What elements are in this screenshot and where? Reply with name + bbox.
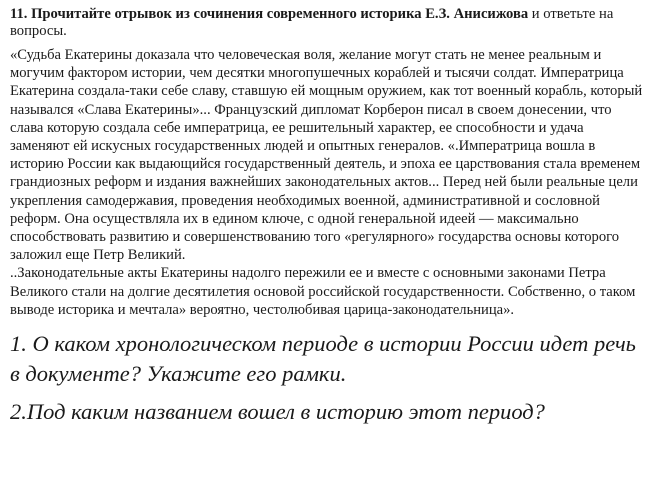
- question-2: 2.Под каким названием вошел в историю этот период?: [10, 399, 545, 425]
- task-heading-tail: и ответьте на вопросы.: [10, 6, 614, 39]
- task-heading-bold: 11. Прочитайте отрывок из сочинения современного историка Е.З. Анисижова: [10, 6, 529, 22]
- question-1: 1. О каком хронологическом периоде в истории России идет речь в документе? Укажите его рамки.: [10, 331, 636, 387]
- excerpt-paragraph-1: «Судьба Екатерины доказала что человеческая воля, желание могут стать не менее реальным и могучим фактором истории, чем десятки многопушечных кораблей и тысячи солдат. Императрица Екатерина создала-таки себе славу, ставшую ей мощным оружием, как тот военный корабль, который назывался «Слава Екатерины»... Французский дипломат Корберон писал в своем донесении, что слава которую создала себе императрица, ее решительный характер, ее способности и удача заменяют ей искусных государственных людей и опытных генералов. «.Императрица вошла в историю России как выдающийся государственный деятель, и эпоха ее царствования стала временем грандиозных реформ и издания важнейших законодательных актов... Перед ней были реальные цели укрепления самодержавия, проведения необходимых военной, административной и сословной реформ. Она осуществляла их в едином ключе, с одной генеральной идеей — максимально способствовать развитию и совершенствованию того «регулярного» государства основы которого заложил еще Петр Великий.: [10, 47, 643, 264]
- excerpt-paragraph-2: ..Законодательные акты Екатерины надолго пережили ее и вместе с основными законами Петра Великого стали на долгие десятилетия основой российской государственности. Собственно, о таком выводе историка и мечтала» вероятно, честолюбивая царица-законодательница».: [10, 265, 636, 318]
- document-page: [10, 6, 645, 427]
- historian-excerpt: [10, 46, 645, 319]
- task-heading: [10, 6, 645, 40]
- questions-block: [10, 329, 645, 427]
